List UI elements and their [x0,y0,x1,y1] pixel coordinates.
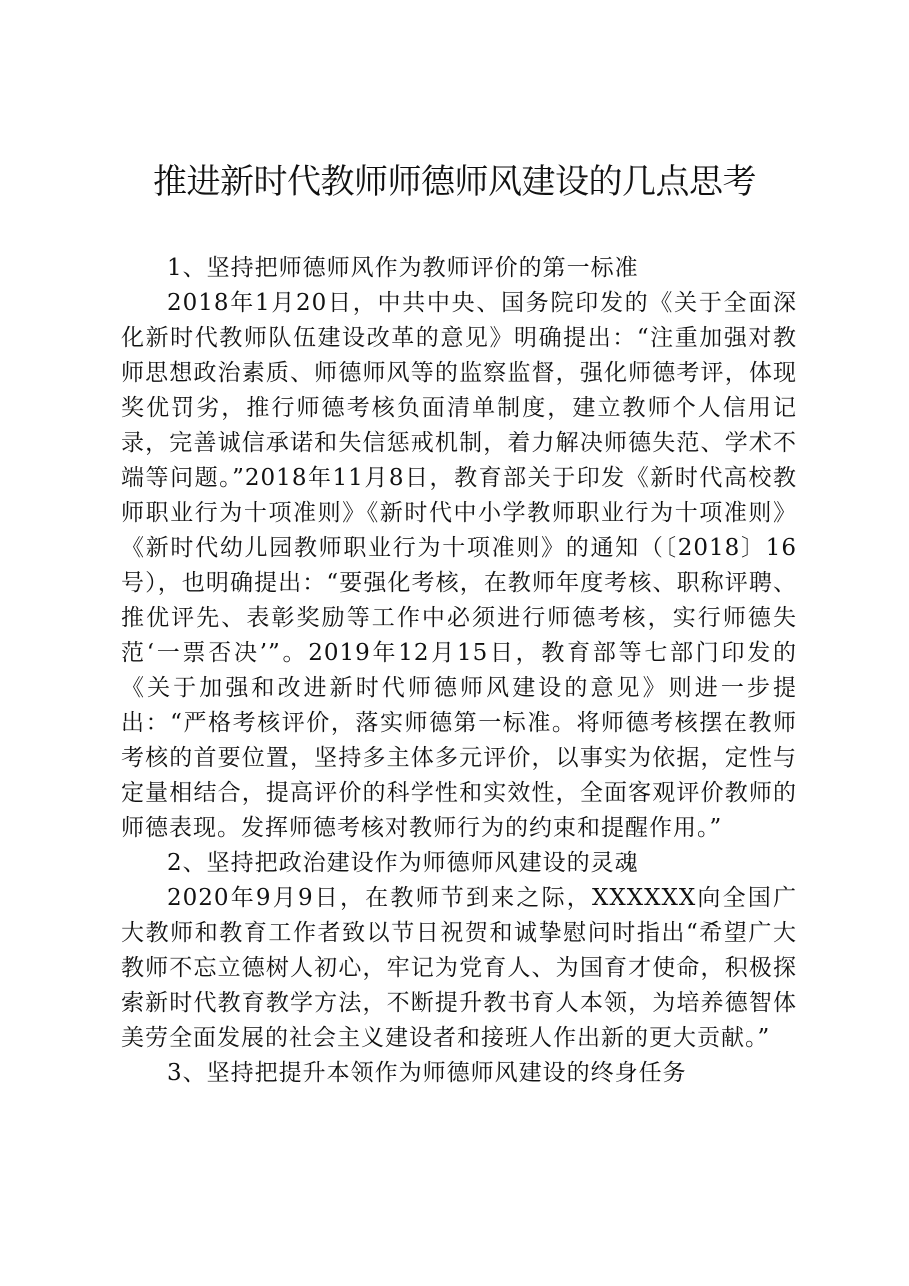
document-body [121,251,797,1091]
body-paragraph-2: 2020年9月9日，在教师节到来之际，XXXXXX向全国广大教师和教育工作者致以节日祝贺和诚挚慰问时指出“希望广大教师不忘立德树人初心，牢记为党育人、为国育才使命，积极探索新时代教育教学方法，不断提升教书育人本领，为培养德智体美劳全面发展的社会主义建设者和接班人作出新的更大贡献。” [121,885,797,1051]
document-title: 推进新时代教师师德师风建设的几点思考 [153,162,756,202]
section-heading-2: 2、坚持把政治建设作为师德师风建设的灵魂 [167,850,639,876]
section-heading-3: 3、坚持把提升本领作为师德师风建设的终身任务 [167,1060,687,1086]
body-paragraph-1: 2018年1月20日，中共中央、国务院印发的《关于全面深化新时代教师队伍建设改革的意见》明确提出：“注重加强对教师思想政治素质、师德师风等的监察监督，强化师德考评，体现奖优罚劣，推行师德考核负面清单制度，建立教师个人信用记录，完善诚信承诺和失信惩戒机制，着力解决师德失范、学术不端等问题。”2018年11月8日，教育部关于印发《新时代高校教师职业行为十项准则》《新时代中小学教师职业行为十项准则》《新时代幼儿园教师职业行为十项准则》的通知（〔2018〕16号），也明确提出：“要强化考核，在教师年度考核、职称评聘、推优评先、表彰奖励等工作中必须进行师德考核，实行师德失范‘一票否决’”。2019年12月15日，教育部等七部门印发的《关于加强和改进新时代师德师风建设的意见》则进一步提出：“严格考核评价，落实师德第一标准。将师德考核摆在教师考核的首要位置，坚持多主体多元评价，以事实为依据，定性与定量相结合，提高评价的科学性和实效性，全面客观评价教师的师德表现。发挥师德考核对教师行为的约束和提醒作用。” [121,290,797,841]
section-heading-1: 1、坚持把师德师风作为教师评价的第一标准 [167,255,639,281]
